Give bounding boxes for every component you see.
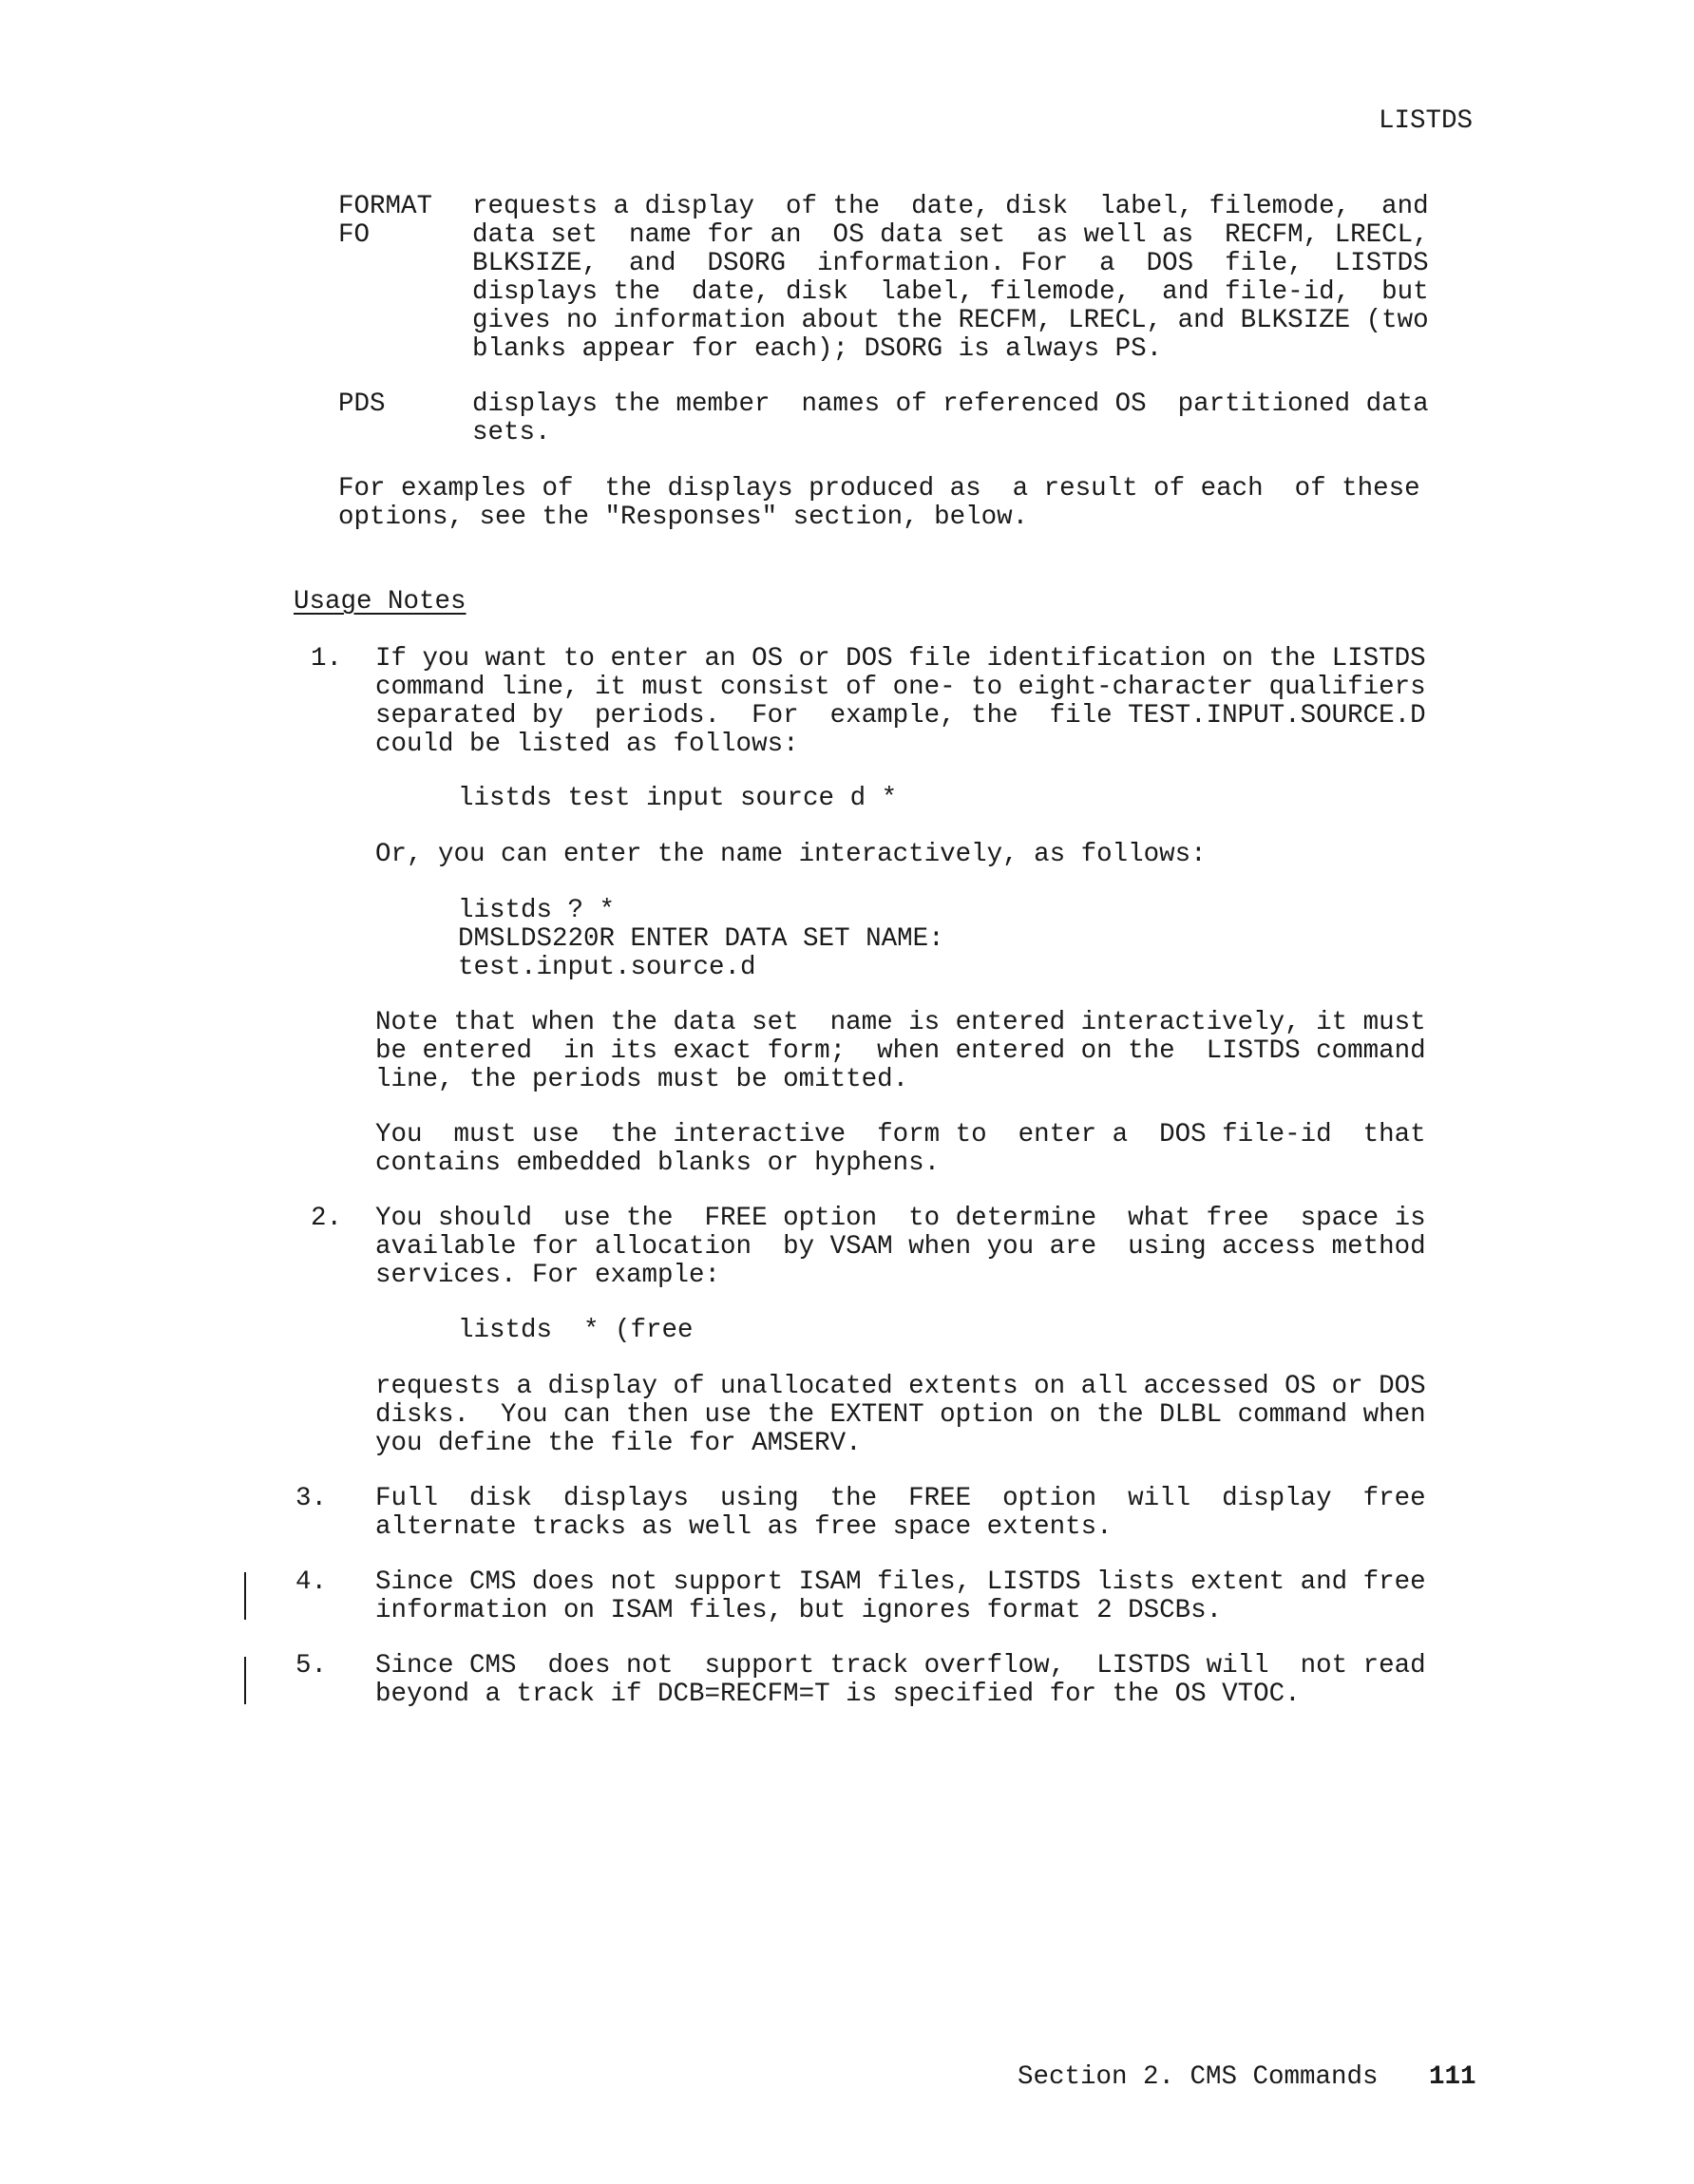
note-4-paragraph <box>375 1568 1479 1625</box>
code-line: listds ? * <box>458 896 616 925</box>
text-line: disks. You can then use the EXTENT option on the DLBL command when <box>375 1400 1426 1430</box>
text-line: Full disk displays using the FREE option will display free <box>375 1484 1426 1513</box>
text-line: data set name for an OS data set as well as RECFM, LRECL, <box>472 220 1429 250</box>
text-line: displays the date, disk label, filemode, and file-id, but <box>472 277 1429 307</box>
code-line: test.input.source.d <box>458 953 756 982</box>
text-line: For examples of the displays produced as a result of each of these <box>338 474 1420 503</box>
text-line: available for allocation by VSAM when you are using access method <box>375 1232 1426 1262</box>
text-line: be entered in its exact form; when entered on the LISTDS command <box>375 1036 1426 1066</box>
text-line: blanks appear for each); DSORG is always PS. <box>472 334 1163 364</box>
note-number: 5. <box>295 1651 328 1681</box>
option-label-fo: FO <box>338 220 371 250</box>
note-number: 4. <box>295 1567 328 1597</box>
note-1-paragraph-4 <box>375 1121 1479 1178</box>
code-example: listds test input source d * <box>458 784 898 813</box>
examples-paragraph <box>338 475 1479 532</box>
text-line: Since CMS does not support track overflow, LISTDS will not read <box>375 1651 1426 1681</box>
note-3-paragraph <box>375 1485 1479 1542</box>
footer-section: Section 2. CMS Commands <box>1018 2062 1379 2092</box>
note-1-paragraph-3 <box>375 1009 1479 1094</box>
text-line: Since CMS does not support ISAM files, LISTDS lists extent and free <box>375 1567 1426 1597</box>
running-header: LISTDS <box>1379 106 1474 136</box>
note-5-paragraph <box>375 1652 1479 1709</box>
code-example-interactive <box>458 897 1218 982</box>
option-label-pds: PDS <box>338 389 386 419</box>
code-example: listds * (free <box>458 1316 694 1345</box>
text-line: command line, it must consist of one- to eight-character qualifiers <box>375 673 1426 702</box>
text-line: could be listed as follows: <box>375 730 799 759</box>
option-label-format: FORMAT <box>338 192 433 221</box>
text-line: If you want to enter an OS or DOS file identification on the LISTDS <box>375 644 1426 674</box>
text-line: BLKSIZE, and DSORG information. For a DOS file, LISTDS <box>472 249 1429 278</box>
code-line: DMSLDS220R ENTER DATA SET NAME: <box>458 924 944 954</box>
section-heading-usage-notes: Usage Notes <box>294 587 466 617</box>
text-line: requests a display of unallocated extents on all accessed OS or DOS <box>375 1372 1426 1401</box>
note-number: 3. <box>295 1484 328 1513</box>
revision-bar <box>244 1657 246 1704</box>
text-line: You must use the interactive form to enter a DOS file-id that <box>375 1120 1426 1149</box>
note-1-paragraph-2: Or, you can enter the name interactively, as follows: <box>375 840 1207 869</box>
note-2-paragraph-1 <box>375 1205 1479 1290</box>
revision-bar <box>244 1572 246 1620</box>
option-pds-description <box>472 390 1479 447</box>
note-2-paragraph-2 <box>375 1373 1479 1458</box>
text-line: alternate tracks as well as free space extents. <box>375 1512 1113 1542</box>
text-line: you define the file for AMSERV. <box>375 1429 862 1458</box>
text-line: line, the periods must be omitted. <box>375 1065 909 1094</box>
note-number: 1. <box>311 644 343 674</box>
note-number: 2. <box>311 1204 343 1233</box>
text-line: options, see the "Responses" section, below. <box>338 503 1029 532</box>
text-line: services. For example: <box>375 1261 721 1290</box>
text-line: requests a display of the date, disk label, filemode, and <box>472 192 1429 221</box>
text-line: Note that when the data set name is entered interactively, it must <box>375 1008 1426 1037</box>
text-line: beyond a track if DCB=RECFM=T is specified for the OS VTOC. <box>375 1680 1301 1709</box>
text-line: sets. <box>472 418 551 447</box>
page-number: 111 <box>1429 2062 1476 2092</box>
text-line: information on ISAM files, but ignores format 2 DSCBs. <box>375 1596 1223 1625</box>
text-line: displays the member names of referenced OS partitioned data <box>472 389 1429 419</box>
text-line: separated by periods. For example, the file TEST.INPUT.SOURCE.D <box>375 701 1426 731</box>
note-1-paragraph-1 <box>375 645 1479 759</box>
text-line: contains embedded blanks or hyphens. <box>375 1149 941 1178</box>
option-format-description <box>472 193 1479 364</box>
text-line: gives no information about the RECFM, LRECL, and BLKSIZE (two <box>472 306 1429 335</box>
text-line: You should use the FREE option to determine what free space is <box>375 1204 1426 1233</box>
